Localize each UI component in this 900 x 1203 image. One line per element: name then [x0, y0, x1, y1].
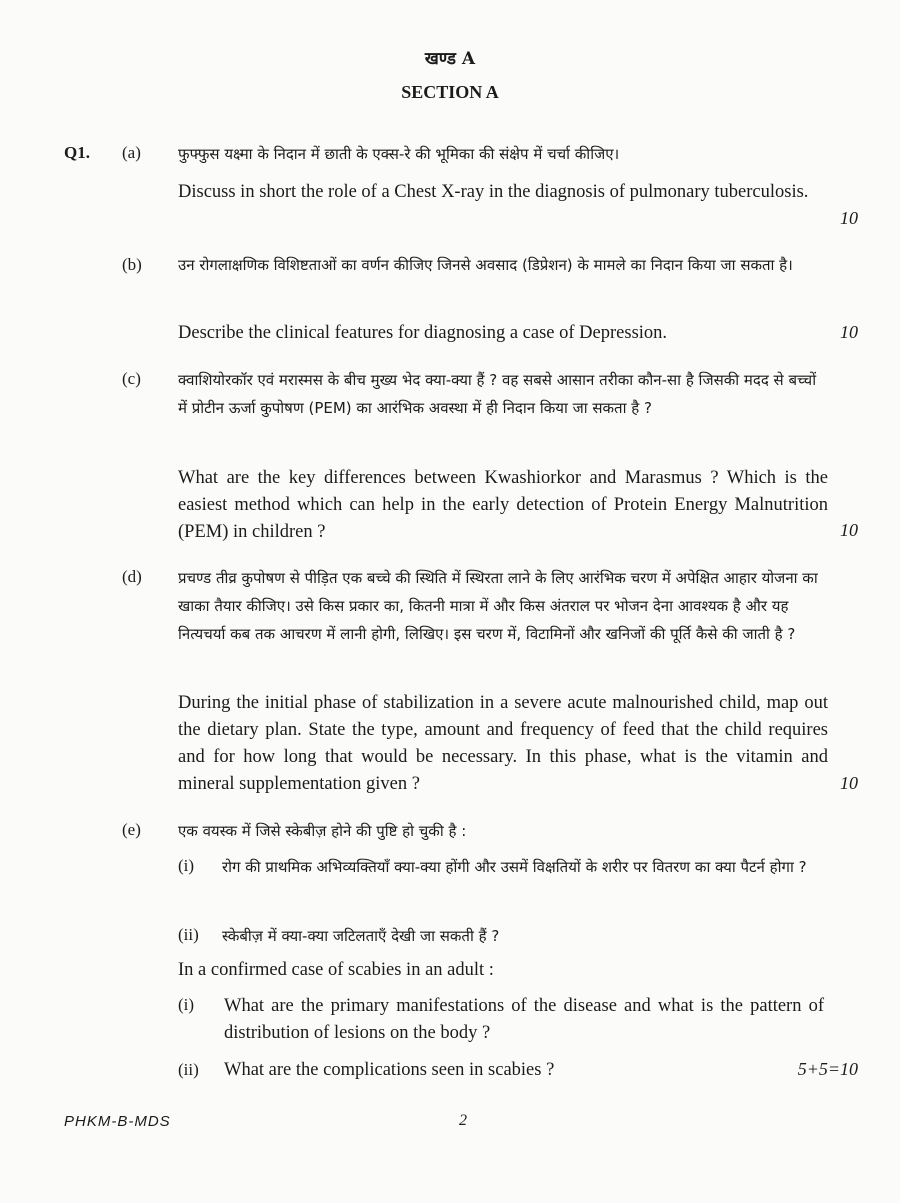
- part-e-marks: 5+5=10: [797, 1059, 858, 1079]
- part-b-hindi: उन रोगलाक्षणिक विशिष्टताओं का वर्णन कीजिए जिनसे अवसाद (डिप्रेशन) के मामले का निदान किया जा सकता है।: [178, 256, 793, 274]
- part-e-hindi-i: रोग की प्राथमिक अभिव्यक्तियाँ क्या-क्या होंगी और उसमें विक्षतियों के शरीर पर वितरण का क्या पैटर्न होगा ?: [222, 858, 807, 876]
- part-e-english-ii-label: (ii): [178, 1060, 199, 1079]
- section-heading-english: SECTION A: [401, 82, 499, 102]
- part-b-label: (b): [122, 255, 142, 274]
- question-number: Q1.: [64, 143, 90, 162]
- section-heading-hindi: खण्ड A: [424, 49, 476, 69]
- part-e-hindi-i-label: (i): [178, 856, 195, 875]
- part-a-marks: 10: [840, 208, 858, 228]
- part-d-marks: 10: [840, 773, 858, 793]
- part-c-label: (c): [122, 369, 141, 388]
- part-e-english-i-label: (i): [178, 995, 195, 1014]
- part-e-label: (e): [122, 820, 141, 839]
- part-d-english: During the initial phase of stabilization in a severe acute malnourished child, map out the dietary plan. State the type, amount and frequency of feed that the child requires and for how long that would be necessary. In this phase, what is the vitamin and mineral supplementation given ?: [178, 693, 828, 794]
- part-c-hindi: क्वाशियोरकॉर एवं मरास्मस के बीच मुख्य भेद क्या-क्या हैं ? वह सबसे आसान तरीका कौन-सा है जिसकी मदद से बच्चों में प्रोटीन ऊर्जा कुपोषण (PEM) का आरंभिक अवस्था में ही निदान किया जा सकता है ?: [178, 371, 817, 417]
- paper-code: PHKM-B-MDS: [64, 1113, 171, 1130]
- part-e-english-ii: What are the complications seen in scabies ?: [224, 1060, 555, 1080]
- part-b-marks: 10: [840, 322, 858, 342]
- part-d-hindi: प्रचण्ड तीव्र कुपोषण से पीड़ित एक बच्चे की स्थिति में स्थिरता लाने के लिए आरंभिक चरण में अपेक्षित आहार योजना का खाका तैयार कीजिए। उसे किस प्रकार का, कितनी मात्रा में और किस अंतराल पर भोजन देना आवश्यक है और यह नित्यचर्या कब तक आचरण में लानी होगी, लिखिए। इस चरण में, विटामिनों और खनिजों की पूर्ति कैसे की जाती है ?: [178, 569, 818, 643]
- part-e-hindi-intro: एक वयस्क में जिसे स्केबीज़ होने की पुष्टि हो चुकी है :: [178, 822, 467, 840]
- part-e-english-i: What are the primary manifestations of the disease and what is the pattern of distribution of lesions on the body ?: [224, 996, 824, 1043]
- part-a-hindi: फुफ्फुस यक्ष्मा के निदान में छाती के एक्स-रे की भूमिका की संक्षेप में चर्चा कीजिए।: [178, 145, 620, 163]
- part-e-hindi-ii-label: (ii): [178, 925, 199, 944]
- part-e-hindi-ii: स्केबीज़ में क्या-क्या जटिलताएँ देखी जा सकती हैं ?: [222, 927, 500, 945]
- part-c-marks: 10: [840, 520, 858, 540]
- part-d-label: (d): [122, 567, 142, 586]
- part-a-english: Discuss in short the role of a Chest X-ray in the diagnosis of pulmonary tuberculosis.: [178, 182, 809, 202]
- page-number: 2: [459, 1112, 467, 1129]
- part-b-english: Describe the clinical features for diagnosing a case of Depression.: [178, 323, 668, 343]
- part-c-english: What are the key differences between Kwashiorkor and Marasmus ? Which is the easiest method which can help in the early detection of Protein Energy Malnutrition (PEM) in children ?: [178, 468, 828, 542]
- part-a-label: (a): [122, 143, 141, 162]
- part-e-english-intro: In a confirmed case of scabies in an adult :: [178, 960, 494, 980]
